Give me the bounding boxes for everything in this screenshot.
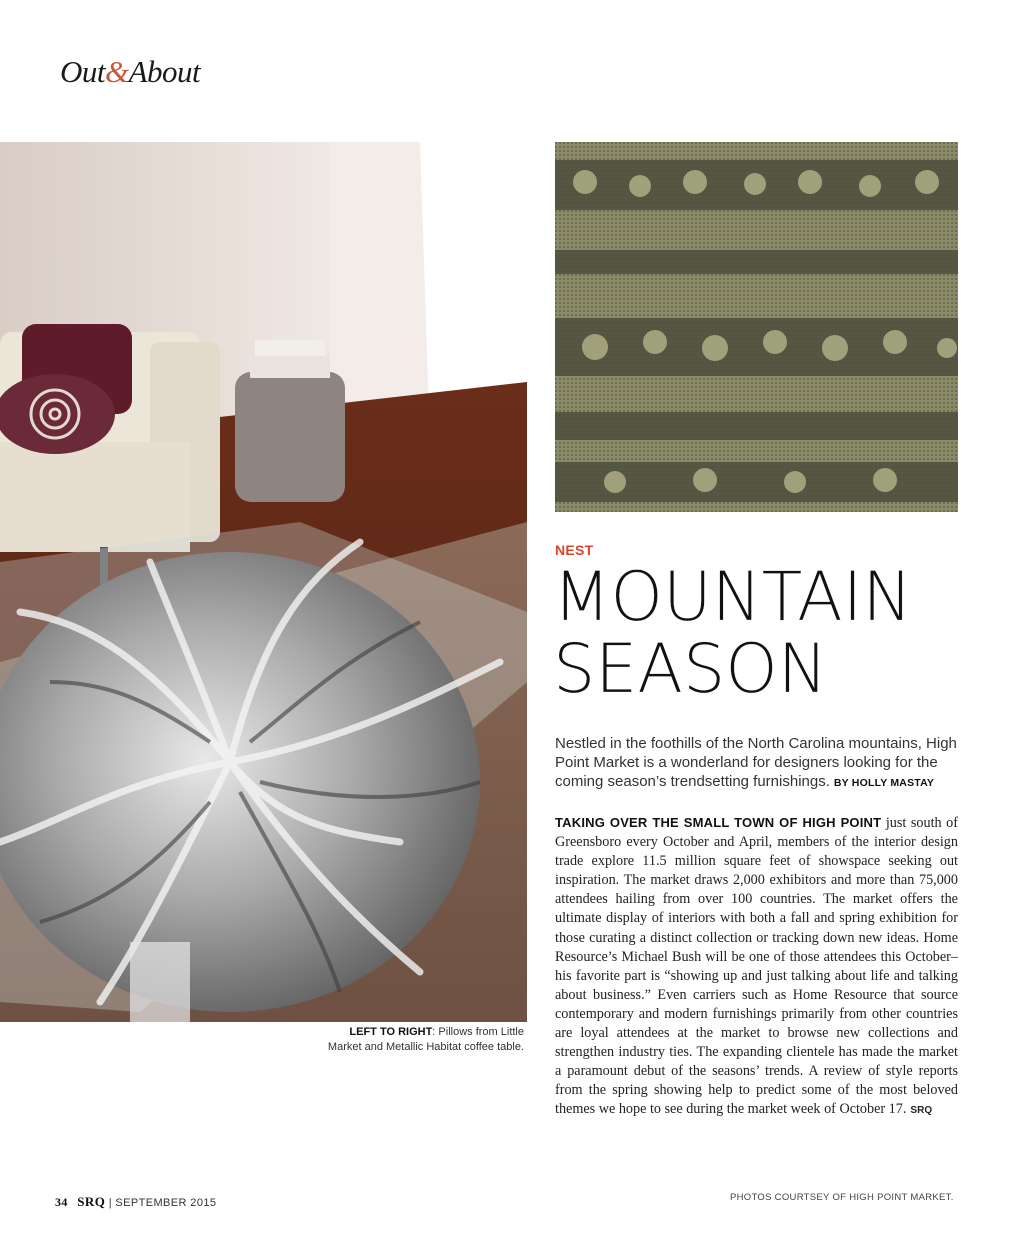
coffee-table-photo xyxy=(0,142,527,1022)
page-number: 34 xyxy=(55,1195,68,1209)
page-footer xyxy=(55,1194,216,1210)
issue-date: | SEPTEMBER 2015 xyxy=(108,1197,217,1209)
article-byline: BY HOLLY MASTAY xyxy=(833,777,935,789)
article-lead-in: TAKING OVER THE SMALL TOWN OF HIGH POINT xyxy=(555,815,882,830)
article-dek xyxy=(555,734,960,793)
article-title xyxy=(553,558,913,709)
wallpaper-photo-illustration xyxy=(555,142,958,512)
photo-credit: PHOTOS COURTSEY OF HIGH POINT MARKET. xyxy=(730,1192,954,1203)
article-body xyxy=(555,813,958,1121)
article-body-text: just south of Greensboro every October and April, members of the interior design trade explore 11.5 million square feet of showspace seeking out inspiration. The market draws 2,000 exhibitors and more than 75,000 attendees hailing from over 100 countries. The market offers the ultimate display of interiors with both a fall and spring exhibition for those curating a distinct collection or tracking down new ideas. Home Resource’s Michael Bush will be one of those attendees this October–his favorite part is “showing up and just talking about life and talking about business.” Even carriers such as Home Resource that source contemporary and modern furnishings primarily from other countries are loyal attendees at the market to browse new collections and strengthen industry ties. The expanding clientele has made the market a paramount debut of the seasons’ trends. A review of style reports from the spring showing help to predict some of the most beloved themes we hope to see during the market week of October 17. xyxy=(555,815,959,1118)
section-header xyxy=(60,54,200,90)
wallpaper-photo xyxy=(555,142,958,512)
article-title-line1: MOUNTAIN xyxy=(553,558,913,637)
caption-text: : Pillows from Little Market and Metallic Habitat coffee table. xyxy=(327,1026,524,1053)
article-dek-text: Nestled in the foothills of the North Carolina mountains, High Point Market is a wonderland for designers looking for the coming season’s trendsetting furnishings. xyxy=(555,735,957,790)
section-header-part1: Out xyxy=(60,54,105,89)
section-header-part2: About xyxy=(128,54,201,89)
magazine-name: SRQ xyxy=(77,1194,106,1209)
article-title-line2: SEASON xyxy=(553,630,828,709)
article-kicker: NEST xyxy=(555,542,594,558)
coffee-table-photo-illustration xyxy=(0,142,527,1022)
article-endmark: SRQ xyxy=(910,1105,933,1117)
photo-caption xyxy=(324,1025,524,1055)
section-header-ampersand: & xyxy=(105,54,129,89)
caption-lead: LEFT TO RIGHT xyxy=(349,1026,433,1038)
